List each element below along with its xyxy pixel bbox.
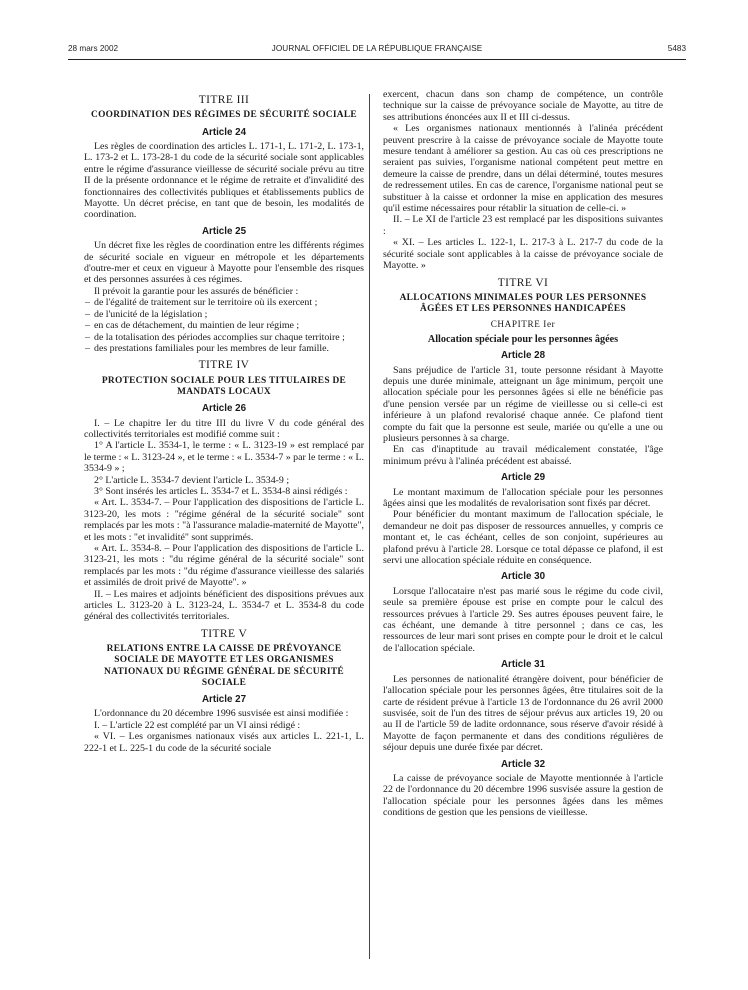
article-heading: Article 24 [201, 126, 247, 138]
paragraph: 1° A l'article L. 3534-1, le terme : « L. 3123-19 » est remplacé par le terme : « L. 3123-24 », et le terme : « L. 3534-7 » par le terme : « L. 3534-9 » ; [84, 440, 364, 475]
paragraph: II. – Les maires et adjoints bénéficient des dispositions prévues aux articles L. 3123-20 à L. 3123-24, L. 3534-7 et L. 3534-8 du code général des collectivités territoriales. [84, 588, 364, 623]
paragraph: « Les organismes nationaux mentionnés à l'alinéa précédent peuvent prescrire à la caisse de prévoyance sociale de Mayotte toute mesure tendant à améliorer sa gestion. Au cas où ces prescriptions ne seraient pas suivies, l'organisme national compétent peut mettre en demeure la caisse de prendre, dans un délai déterminé, toutes mesures de redressement utiles. En cas de carence, l'organisme national peut se substituer à la caisse et ordonner la mise en application des mesures qu'il estime nécessaires pour rétablir la situation de celle-ci. » [383, 123, 663, 215]
article-heading: Article 30 [500, 571, 546, 583]
titre-heading: TITRE IV [198, 359, 250, 372]
paragraph: 3° Sont insérés les articles L. 3534-7 et L. 3534-8 ainsi rédigés : [94, 485, 348, 497]
article-heading: Article 27 [201, 694, 247, 706]
chapitre-subheading: Allocation spéciale pour les personnes âgées [427, 333, 619, 345]
guarantee-list [84, 297, 364, 354]
paragraph: « Art. L. 3534-8. – Pour l'application des dispositions de l'article L. 3123-21, les mots : "du régime général de la sécurité sociale" sont remplacés par les mots : "du régime d'assurance vieillesse des salariés et assimilés de droit privé de Mayotte". » [84, 543, 364, 589]
article-heading: Article 25 [201, 225, 247, 237]
paragraph: Lorsque l'allocataire n'est pas marié sous le régime du code civil, seule sa première épouse est prise en compte pour le calcul des ressources prévues à l'article 29. Ses autres épouses peuvent faire, le cas échéant, une demande à titre personnel ; dans ce cas, les ressources de leur mari sont prises en compte pour le droit et le calcul de l'allocation spéciale. [383, 585, 663, 654]
chapitre-heading: CHAPITRE Ier [490, 319, 556, 330]
article-heading: Article 29 [500, 472, 546, 484]
issue-date: 28 mars 2002 [68, 44, 119, 53]
article-heading: Article 31 [500, 659, 546, 671]
article-heading: Article 28 [500, 350, 546, 362]
left-column [84, 89, 364, 754]
list-item: – en cas de détachement, du maintien de leur régime ; [84, 320, 364, 331]
paragraph: Pour bénéficier du montant maximum de l'allocation spéciale, le demandeur ne doit pas disposer de ressources annuelles, y compris ce montant et, le cas échéant, celles de son conjoint, supérieures au plafond prévu à l'article 28. Lorsque ce total dépasse ce plafond, il est servi une allocation spéciale réduite en conséquence. [383, 509, 663, 567]
paragraph: II. – Le XI de l'article 23 est remplacé par les dispositions suivantes : [383, 214, 663, 237]
paragraph: exercent, chacun dans son champ de compétence, un contrôle technique sur la caisse de prévoyance sociale de Mayotte, au titre de ses attributions énoncées aux II et III ci-dessus. [383, 89, 663, 123]
paragraph: I. – L'article 22 est complété par un VI ainsi rédigé : [94, 719, 301, 731]
list-item: – de l'égalité de traitement sur le territoire où ils exercent ; [84, 297, 364, 308]
paragraph: La caisse de prévoyance sociale de Mayotte mentionnée à l'article 22 de l'ordonnance du 20 décembre 1996 susvisée assure la gestion de l'allocation spéciale pour les personnes âgées dans les mêmes conditions de gestion que les pensions de vieillesse. [383, 772, 663, 819]
paragraph: Les personnes de nationalité étrangère doivent, pour bénéficier de l'allocation spéciale pour les personnes âgées, être titulaires soit de la carte de résident prévue à l'article 13 de l'ordonnance du 26 avril 2000 susvisée, soit de l'un des titres de séjour prévus aux articles 19, 20 ou au II de l'article 59 de ladite ordonnance, sous réserve d'avoir résidé à Mayotte de façon permanente et dans des conditions régulières de séjour depuis une durée fixée par décret. [383, 673, 663, 754]
paragraph: « Art. L. 3534-7. – Pour l'application des dispositions de l'article L. 3123-20, les mots : "régime général de la sécurité sociale" sont remplacés par les mots : "à l'assurance maladie-maternité de Mayotte", et les mots : "et invalidité" sont supprimés. [84, 497, 364, 543]
paragraph: « VI. – Les organismes nationaux visés aux articles L. 221-1, L. 222-1 et L. 225-1 du code de la sécurité sociale [84, 731, 364, 754]
list-item: – des prestations familiales pour les membres de leur famille. [84, 343, 364, 354]
titre-heading: TITRE V [200, 627, 248, 640]
journal-title: JOURNAL OFFICIEL DE LA RÉPUBLIQUE FRANÇAISE [271, 44, 483, 53]
titre-subheading: PROTECTION SOCIALE POUR LES TITULAIRES DE MANDATS LOCAUX [101, 375, 347, 397]
page-header [68, 44, 686, 58]
list-item: – de la totalisation des périodes accomplies sur chaque territoire ; [84, 332, 364, 343]
titre-subheading: ALLOCATIONS MINIMALES POUR LES PERSONNES ÂGÉES ET LES PERSONNES HANDICAPÉES [399, 292, 647, 315]
paragraph: 2° L'article L. 3534-7 devient l'article L. 3534-9 ; [94, 474, 290, 486]
page-number: 5483 [667, 44, 686, 53]
titre-subheading: RELATIONS ENTRE LA CAISSE DE PRÉVOYANCE SOCIALE DE MAYOTTE ET LES ORGANISMES NATIONAUX DU RÉGIME GÉNÉRAL DE SÉCURITÉ SOCIALE [104, 644, 344, 688]
paragraph: Un décret fixe les règles de coordination entre les différents régimes de sécurité sociale en vigueur en métropole et les départements d'outre-mer et ceux en vigueur à Mayotte pour l'ensemble des risques et des personnes assurées à ces régimes. [84, 240, 364, 286]
paragraph: Les règles de coordination des articles L. 171-1, L. 171-2, L. 173-1, L. 173-2 et L. 173-28-1 du code de la sécurité sociale sont applicables entre le régime d'assurance vieillesse de sécurité sociale prévu au titre II de la présente ordonnance et le régime de retraite et d'invalidité des fonctionnaires des collectivités publiques et établissements publics de Mayotte. Un décret précise, en tant que de besoin, les modalités de coordination. [84, 141, 364, 221]
paragraph: Il prévoit la garantie pour les assurés de bénéficier : [94, 285, 299, 297]
right-column [383, 89, 663, 819]
paragraph: Sans préjudice de l'article 31, toute personne résidant à Mayotte depuis une durée minimale, atteignant un âge minimum, perçoit une allocation spéciale pour les personnes âgées si elle ne bénéficie pas d'une pension versée par un régime de vieillesse ou si celle-ci est inférieure à un plafond revalorisé chaque année. Ce plafond tient compte du fait que la personne est seule, mariée ou qu'elle a une ou plusieurs personnes à sa charge. [383, 364, 663, 444]
header-rule [68, 59, 686, 60]
paragraph: I. – Le chapitre Ier du titre III du livre V du code général des collectivités territoriales est modifié comme suit : [84, 417, 364, 440]
paragraph: L'ordonnance du 20 décembre 1996 susvisée est ainsi modifiée : [94, 708, 349, 720]
paragraph: Le montant maximum de l'allocation spéciale pour les personnes âgées ainsi que les modalités de revalorisation sont fixés par décret. [383, 486, 663, 509]
paragraph: En cas d'inaptitude au travail médicalement constatée, l'âge minimum prévu à l'alinéa précédent est abaissé. [383, 444, 663, 467]
titre-heading: TITRE III [198, 94, 250, 106]
titre-heading: TITRE VI [497, 276, 549, 289]
article-heading: Article 26 [201, 403, 247, 415]
list-item: – de l'unicité de la législation ; [84, 309, 364, 320]
article-heading: Article 32 [500, 758, 546, 770]
paragraph: « XI. – Les articles L. 122-1, L. 217-3 à L. 217-7 du code de la sécurité sociale sont applicables à la caisse de prévoyance sociale de Mayotte. » [383, 237, 663, 272]
titre-subheading: COORDINATION DES RÉGIMES DE SÉCURITÉ SOCIALE [91, 110, 357, 121]
column-divider [369, 94, 370, 959]
